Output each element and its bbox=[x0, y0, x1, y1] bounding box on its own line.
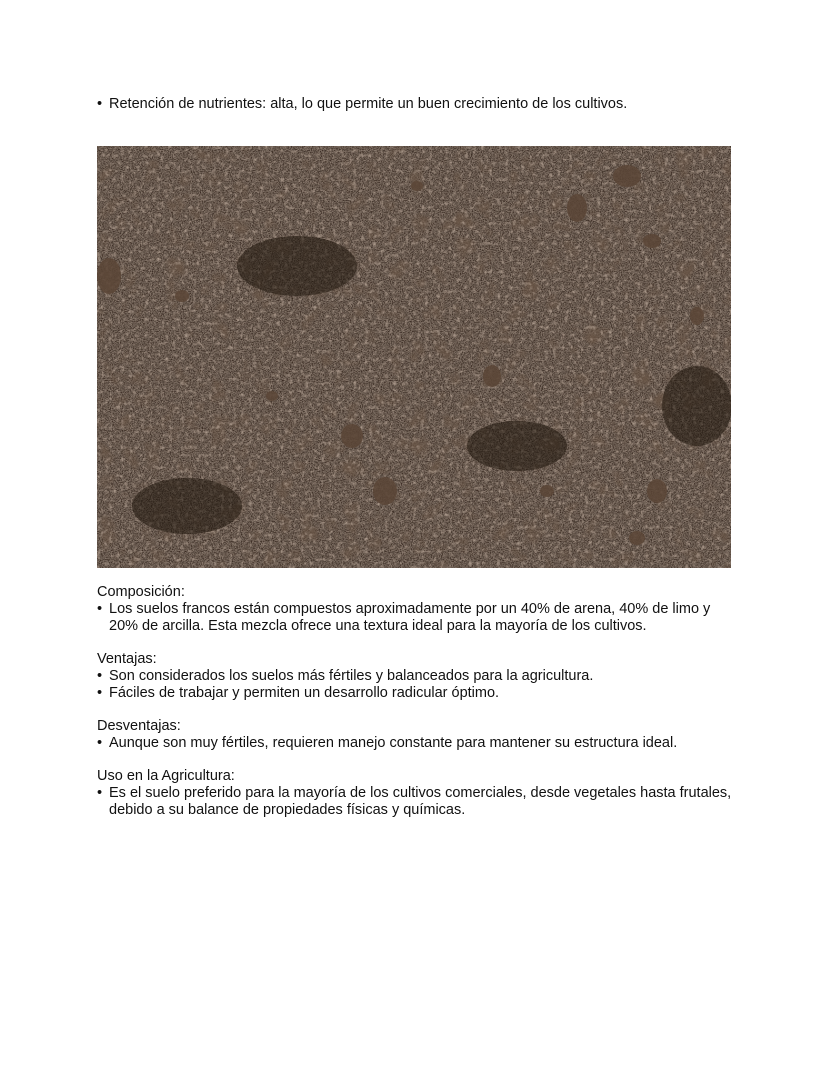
section-heading: Composición: bbox=[97, 584, 185, 600]
list-item bbox=[97, 601, 737, 635]
list-item-text: Son considerados los suelos más fértiles y balanceados para la agricultura. bbox=[109, 668, 594, 684]
section-ventajas bbox=[97, 651, 737, 702]
sections-container bbox=[97, 584, 737, 835]
section-heading: Ventajas: bbox=[97, 651, 157, 667]
list-item-text: Fáciles de trabajar y permiten un desarrollo radicular óptimo. bbox=[109, 685, 500, 701]
section-heading: Desventajas: bbox=[97, 718, 181, 734]
list-item-text: Es el suelo preferido para la mayoría de los cultivos comerciales, desde vegetales hasta frutales, debido a su balance de propiedades físicas y químicas. bbox=[109, 785, 732, 818]
section-desventajas bbox=[97, 718, 737, 752]
section-composicion bbox=[97, 584, 737, 635]
soil-photo bbox=[97, 146, 731, 568]
list-item bbox=[97, 785, 737, 819]
list-item-text: Aunque son muy fértiles, requieren manejo constante para mantener su estructura ideal. bbox=[109, 735, 678, 751]
list-item bbox=[97, 735, 737, 752]
soil-photo-graphic bbox=[97, 146, 731, 568]
list-item bbox=[97, 668, 737, 685]
section-uso-agricultura bbox=[97, 768, 737, 819]
intro-bullet-text: Retención de nutrientes: alta, lo que permite un buen crecimiento de los cultivos. bbox=[109, 96, 628, 112]
list-item bbox=[97, 685, 737, 702]
list-item-text: Los suelos francos están compuestos aproximadamente por un 40% de arena, 40% de limo y 20% de arcilla. Esta mezcla ofrece una textura ideal para la mayoría de los cultivos. bbox=[109, 601, 711, 634]
section-heading: Uso en la Agricultura: bbox=[97, 768, 235, 784]
intro-bullet bbox=[97, 96, 749, 113]
